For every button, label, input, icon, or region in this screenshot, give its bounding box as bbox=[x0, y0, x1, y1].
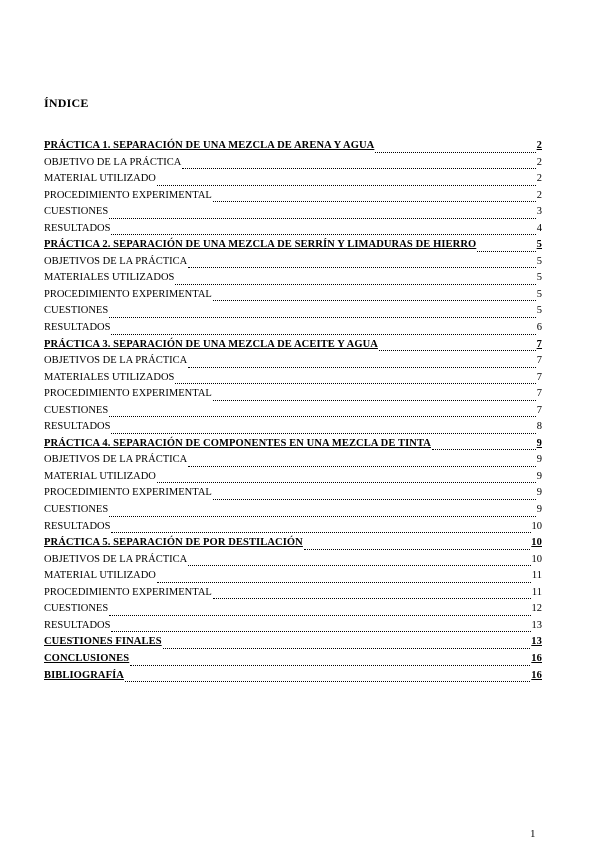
toc-entry-title: MATERIAL UTILIZADO bbox=[44, 470, 156, 482]
toc-dot-leader bbox=[157, 481, 536, 483]
toc-dot-leader bbox=[213, 498, 536, 500]
toc-entry-page: 2 bbox=[536, 189, 542, 201]
toc-entry-main[interactable] bbox=[44, 239, 542, 256]
toc-entry-page: 16 bbox=[531, 652, 542, 664]
toc-entry-title: MATERIALES UTILIZADOS bbox=[44, 272, 175, 284]
page-number: 1 bbox=[530, 828, 536, 840]
toc-dot-leader bbox=[125, 680, 530, 682]
toc-entry-title: MATERIALES UTILIZADOS bbox=[44, 371, 175, 383]
toc-dot-leader bbox=[213, 299, 536, 301]
toc-entry-sub[interactable] bbox=[44, 388, 542, 405]
toc-entry-sub[interactable] bbox=[44, 620, 542, 637]
toc-entry-sub[interactable] bbox=[44, 256, 542, 273]
toc-dot-leader bbox=[111, 630, 530, 632]
toc-heading: ÍNDICE bbox=[44, 96, 89, 110]
toc-entry-title: OBJETIVOS DE LA PRÁCTICA bbox=[44, 355, 188, 367]
toc-entry-title: OBJETIVO DE LA PRÁCTICA bbox=[44, 156, 182, 168]
toc-entry-title: OBJETIVOS DE LA PRÁCTICA bbox=[44, 454, 188, 466]
toc-entry-title: PROCEDIMIENTO EXPERIMENTAL bbox=[44, 586, 212, 598]
toc-entry-sub[interactable] bbox=[44, 355, 542, 372]
toc-dot-leader bbox=[157, 184, 536, 186]
toc-dot-leader bbox=[188, 266, 536, 268]
toc-dot-leader bbox=[477, 250, 535, 252]
toc-entry-page: 5 bbox=[536, 239, 542, 251]
toc-entry-page: 7 bbox=[536, 404, 542, 416]
toc-entry-sub[interactable] bbox=[44, 305, 542, 322]
toc-entry-sub[interactable] bbox=[44, 223, 542, 240]
toc-dot-leader bbox=[109, 614, 530, 616]
toc-entry-sub[interactable] bbox=[44, 554, 542, 571]
toc-entry-main[interactable] bbox=[44, 537, 542, 554]
toc-entry-page: 10 bbox=[531, 520, 542, 532]
toc-entry-title: CUESTIONES bbox=[44, 305, 109, 317]
toc-entry-title: OBJETIVOS DE LA PRÁCTICA bbox=[44, 255, 188, 267]
toc-entry-page: 9 bbox=[536, 454, 542, 466]
toc-entry-title: RESULTADOS bbox=[44, 322, 111, 334]
toc-entry-page: 13 bbox=[531, 636, 542, 648]
toc-entry-page: 2 bbox=[536, 140, 542, 151]
toc-entry-main[interactable] bbox=[44, 339, 542, 356]
toc-entry-page: 2 bbox=[536, 156, 542, 168]
toc-entry-page: 11 bbox=[531, 586, 542, 598]
table-of-contents bbox=[44, 140, 542, 686]
toc-entry-page: 2 bbox=[536, 173, 542, 185]
toc-entry-title: MATERIAL UTILIZADO bbox=[44, 173, 156, 185]
toc-entry-main[interactable] bbox=[44, 438, 542, 455]
toc-entry-sub[interactable] bbox=[44, 157, 542, 174]
toc-entry-title: CUESTIONES bbox=[44, 504, 109, 516]
toc-entry-title: PROCEDIMIENTO EXPERIMENTAL bbox=[44, 487, 212, 499]
toc-entry-sub[interactable] bbox=[44, 487, 542, 504]
toc-entry-main[interactable] bbox=[44, 636, 542, 653]
toc-dot-leader bbox=[375, 151, 535, 153]
toc-dot-leader bbox=[175, 382, 535, 384]
toc-dot-leader bbox=[111, 233, 535, 235]
toc-entry-sub[interactable] bbox=[44, 173, 542, 190]
toc-entry-sub[interactable] bbox=[44, 372, 542, 389]
toc-dot-leader bbox=[188, 465, 536, 467]
toc-entry-sub[interactable] bbox=[44, 454, 542, 471]
toc-entry-page: 9 bbox=[536, 470, 542, 482]
toc-dot-leader bbox=[111, 432, 535, 434]
toc-dot-leader bbox=[130, 664, 530, 666]
toc-entry-title: RESULTADOS bbox=[44, 222, 111, 234]
toc-entry-sub[interactable] bbox=[44, 289, 542, 306]
toc-entry-title: MATERIAL UTILIZADO bbox=[44, 570, 156, 582]
toc-entry-page: 5 bbox=[536, 255, 542, 267]
toc-entry-sub[interactable] bbox=[44, 206, 542, 223]
toc-entry-page: 6 bbox=[536, 322, 542, 334]
toc-entry-title: PRÁCTICA 3. SEPARACIÓN DE UNA MEZCLA DE ACEITE Y AGUA bbox=[44, 338, 378, 350]
toc-entry-page: 8 bbox=[536, 421, 542, 433]
toc-entry-page: 11 bbox=[531, 570, 542, 582]
toc-entry-page: 5 bbox=[536, 288, 542, 300]
toc-entry-title: CONCLUSIONES bbox=[44, 652, 130, 664]
toc-entry-title: CUESTIONES FINALES bbox=[44, 636, 162, 648]
toc-entry-sub[interactable] bbox=[44, 587, 542, 604]
toc-entry-sub[interactable] bbox=[44, 603, 542, 620]
toc-entry-title: PRÁCTICA 5. SEPARACIÓN DE POR DESTILACIÓN bbox=[44, 537, 303, 549]
toc-dot-leader bbox=[432, 448, 536, 450]
toc-entry-title: BIBLIOGRAFÍA bbox=[44, 669, 124, 681]
toc-dot-leader bbox=[111, 333, 535, 335]
toc-entry-title: RESULTADOS bbox=[44, 421, 111, 433]
toc-dot-leader bbox=[213, 597, 531, 599]
toc-entry-title: PROCEDIMIENTO EXPERIMENTAL bbox=[44, 288, 212, 300]
toc-entry-sub[interactable] bbox=[44, 421, 542, 438]
toc-entry-title: CUESTIONES bbox=[44, 404, 109, 416]
toc-dot-leader bbox=[157, 581, 531, 583]
toc-entry-title: OBJETIVOS DE LA PRÁCTICA bbox=[44, 553, 188, 565]
toc-dot-leader bbox=[213, 399, 536, 401]
toc-dot-leader bbox=[379, 349, 536, 351]
toc-entry-title: PRÁCTICA 1. SEPARACIÓN DE UNA MEZCLA DE ARENA Y AGUA bbox=[44, 140, 375, 151]
toc-entry-sub[interactable] bbox=[44, 471, 542, 488]
toc-entry-page: 9 bbox=[536, 437, 542, 449]
toc-entry-title: CUESTIONES bbox=[44, 603, 109, 615]
toc-entry-page: 13 bbox=[531, 619, 542, 631]
toc-entry-title: PROCEDIMIENTO EXPERIMENTAL bbox=[44, 388, 212, 400]
toc-entry-title: PRÁCTICA 4. SEPARACIÓN DE COMPONENTES EN UNA MEZCLA DE TINTA bbox=[44, 437, 431, 449]
toc-entry-page: 4 bbox=[536, 222, 542, 234]
toc-entry-main[interactable] bbox=[44, 140, 542, 157]
toc-entry-page: 16 bbox=[531, 669, 542, 681]
toc-entry-title: RESULTADOS bbox=[44, 619, 111, 631]
toc-entry-title: CUESTIONES bbox=[44, 206, 109, 218]
toc-entry-title: RESULTADOS bbox=[44, 520, 111, 532]
toc-entry-page: 7 bbox=[536, 388, 542, 400]
toc-entry-sub[interactable] bbox=[44, 190, 542, 207]
toc-dot-leader bbox=[109, 515, 536, 517]
toc-entry-page: 9 bbox=[536, 504, 542, 516]
toc-dot-leader bbox=[109, 217, 536, 219]
toc-entry-page: 9 bbox=[536, 487, 542, 499]
toc-entry-page: 12 bbox=[531, 603, 542, 615]
toc-entry-page: 7 bbox=[536, 371, 542, 383]
toc-entry-sub[interactable] bbox=[44, 570, 542, 587]
toc-entry-page: 7 bbox=[536, 355, 542, 367]
toc-dot-leader bbox=[175, 283, 535, 285]
toc-entry-main[interactable] bbox=[44, 670, 542, 687]
toc-entry-sub[interactable] bbox=[44, 521, 542, 538]
toc-entry-page: 7 bbox=[536, 338, 542, 350]
toc-entry-page: 5 bbox=[536, 272, 542, 284]
toc-entry-page: 3 bbox=[536, 206, 542, 218]
toc-dot-leader bbox=[109, 316, 536, 318]
toc-dot-leader bbox=[182, 167, 535, 169]
toc-entry-sub[interactable] bbox=[44, 405, 542, 422]
toc-entry-page: 10 bbox=[531, 553, 542, 565]
toc-entry-sub[interactable] bbox=[44, 272, 542, 289]
toc-entry-title: PRÁCTICA 2. SEPARACIÓN DE UNA MEZCLA DE SERRÍN Y LIMADURAS DE HIERRO bbox=[44, 239, 477, 251]
toc-entry-page: 10 bbox=[531, 537, 542, 549]
toc-dot-leader bbox=[111, 531, 530, 533]
toc-dot-leader bbox=[188, 564, 530, 566]
toc-dot-leader bbox=[163, 647, 531, 649]
toc-entry-page: 5 bbox=[536, 305, 542, 317]
toc-dot-leader bbox=[213, 200, 536, 202]
toc-entry-sub[interactable] bbox=[44, 504, 542, 521]
toc-entry-main[interactable] bbox=[44, 653, 542, 670]
toc-dot-leader bbox=[188, 366, 536, 368]
toc-dot-leader bbox=[304, 548, 530, 550]
toc-dot-leader bbox=[109, 415, 536, 417]
toc-entry-title: PROCEDIMIENTO EXPERIMENTAL bbox=[44, 189, 212, 201]
toc-entry-sub[interactable] bbox=[44, 322, 542, 339]
